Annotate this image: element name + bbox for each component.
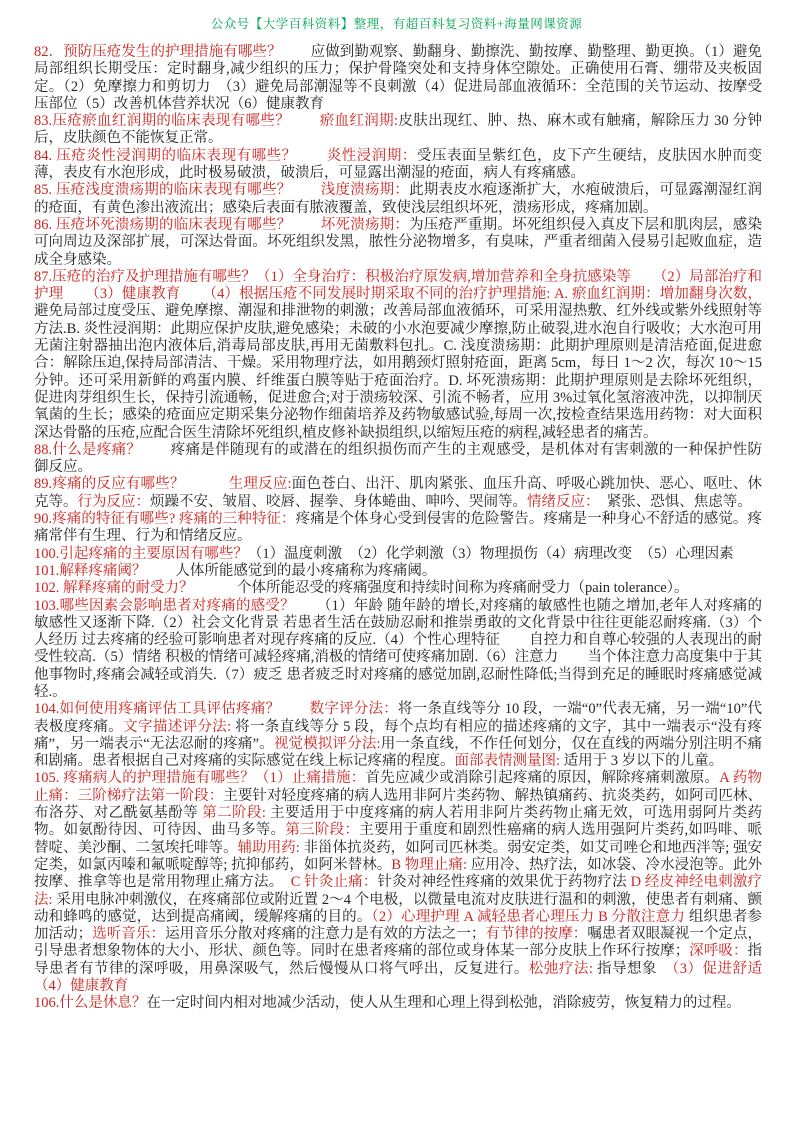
question-text: 103.哪些因素会影响患者对疼痛的感受？ (34, 597, 295, 614)
question-text: 90.疼痛的特征有哪些? 疼痛的三种特征： (34, 511, 296, 528)
qa-item-84 (34, 148, 762, 183)
answer-text: 嘱患者双眼凝视一个定点，引导患者想象物体的大小、形状、颜色等。同时在患者疼痛的部位或身体某一部分皮肤上作环行按摩； (34, 926, 763, 960)
answer-text: 避免局部过度受压、避免摩擦、潮湿和排泄物的刺激；改善局部血液循环，可采用湿热敷、红外线或紫外线照射等方法.B. 炎性浸润期：此期应保护皮肤,避免感染；未破的小水泡要减少摩擦,防止破裂,进水泡自行吸收；大水泡可用无菌注射器抽出泡内液体后,消毒局部皮肤,再用无菌敷料包扎。C. 浅度溃疡期：此期护理原则是清洁疮面,促进愈合：解除压迫,保持局部清洁、干燥。采用物理疗法，如用鹅颈灯照射疮面，距离 5cm，每日 1～2 次，每次 10～15 分钟。还可采用新鲜的鸡蛋内膜、纤维蛋白膜等贴于疮面治疗。D. 坏死溃疡期：此期护理原则是去除坏死组织，促进肉芽组织生长，保持引流通畅，促进愈合;对于溃疡较深、引流不畅者，应用 3%过氧化氢溶液冲洗，以抑制厌氧菌的生长；感染的疮面应定期采集分泌物作细菌培养及药物敏感试验,每周一次,按检查结果选用药物：对大面积深达骨骼的压疮,应配合医生清除坏死组织,植皮修补缺损组织,以缩短压疮的病程,减轻患者的痛苦。 (34, 303, 762, 441)
answer-text: 受压表面呈紫红色，皮下产生硬结，皮肤因水肿而变薄，表皮有水泡形成，此时极易破溃，破溃后，可显露出潮湿的疮面，病人有疼痛感。 (34, 147, 763, 182)
question-text: 106.什么是休息？ (34, 995, 147, 1012)
question-text: 行为反应： (77, 493, 150, 510)
answer-text: 适用于 3 岁以下的儿童。 (560, 753, 724, 770)
answer-text: 紧张、恐惧、焦虑等。 (592, 493, 752, 510)
question-text: 面部表情测量图: (454, 753, 561, 770)
question-text: 松弛疗法: (528, 960, 593, 977)
question-text: 104.如何使用疼痛评估工具评估疼痛？ 数字评分法： (34, 701, 398, 718)
answer-text: 此期表皮水疱逐渐扩大，水疱破溃后，可显露潮湿红润的疮面，有黄色渗出液流出；感染后表面有脓液覆盖，致使浅层组织坏死，溃疡形成，疼痛加剧。 (34, 182, 763, 216)
question-text: 辅助用药: (237, 839, 300, 856)
answer-text: 人体所能感觉到的最小疼痛称为疼痛阈。 (146, 562, 437, 579)
question-text: 有节律的按摩： (485, 926, 588, 943)
qa-item-104 (34, 701, 762, 770)
answer-text: 首先应减少或消除引起疼痛的原因，解除疼痛刺激原。 (365, 770, 720, 787)
question-text: 88.什么是疼痛？ (34, 441, 142, 458)
question-text: 第三阶段： (285, 822, 360, 839)
qa-item-89 (34, 476, 762, 511)
answer-text: （1）年龄 随年龄的增长,对疼痛的敏感性也随之增加,老年人对疼痛的敏感性又逐渐下降.（2）社会文化背景 若患者生活在鼓励忍耐和推崇勇敢的文化背景中往往更能忍耐疼痛.（3）个人经历 过去疼痛的经验可影响患者对现存疼痛的反应.（4）个性心理特征 自控力和自尊心较强的人表现出的耐受性较高.（5）情绪 积极的情绪可减轻疼痛,消极的情绪可使疼痛加剧.（6）注意力 当个体注意力高度集中于其他事物时,疼痛会减轻或消失.（7）疲乏 患者疲乏时对疼痛的感觉加剧,忍耐性降低;当得到充足的睡眠时疼痛感觉减轻.。 (34, 597, 763, 700)
question-text: 100.引起疼痛的主要原因有哪些？ (34, 545, 248, 562)
answer-text: 主要针对轻度疼痛的病人选用非阿片类药物、解热镇痛药、抗炎类药，如阿司匹林、布洛芬、对乙酰氨基酚等 (34, 787, 762, 822)
qa-item-83 (34, 113, 762, 148)
question-text: D 经皮神经电刺激疗法: (34, 874, 763, 908)
question-text: 84. 压疮炎性浸润期的临床表现有哪些？ 炎性浸润期： (34, 147, 417, 164)
answer-text: 非甾体抗炎药，如阿司匹林类。弱安定类，如艾司唑仑和地西泮等; 强安定类，如氯丙嗪和氟哌啶醇等; 抗抑郁药，如阿米替林。 (34, 839, 763, 873)
answer-text: 在一定时间内相对地减少活动，使人从生理和心理上得到松弛，消除疲劳，恢复精力的过程。 (146, 995, 741, 1012)
answer-text: （1）温度刺激 （2）化学刺激（3）物理损伤（4）病理改变 （5）心理因素 (247, 545, 734, 562)
question-text: 文字描述评分法: (123, 718, 232, 735)
qa-item-82 (34, 44, 762, 113)
question-text: 视觉模拟评分法: (273, 735, 381, 752)
question-text: （2）心理护理 A 减轻患者心理压力 B 分散注意力 (371, 908, 686, 925)
qa-list (34, 44, 762, 1013)
question-text: 89.疼痛的反应有哪些？ 生理反应: (34, 476, 292, 493)
question-text: A 药物止痛：三阶梯疗法第一阶段： (34, 770, 763, 804)
answer-text: 疼痛是个体身心受到侵害的危险警告。疼痛是一种身心不舒适的感觉。疼痛常伴有生理、行为和情绪反应。 (34, 511, 763, 545)
answer-text: 将一条直线等分 10 段，一端“0”代表无痛，另一端“10”代表极度疼痛。 (34, 701, 762, 735)
question-text: C 针灸止痛： (290, 874, 378, 891)
answer-text: 主要适用于中度疼痛的病人若用非阿片类药物止痛无效，可选用弱阿片类药物。如氨酚待因、可待因、曲马多等。 (34, 805, 763, 839)
answer-text: 个体所能忍受的疼痛强度和持续时间称为疼痛耐受力（pain tolerance）。 (193, 580, 689, 597)
answer-text: 指导想象 (592, 960, 673, 977)
answer-text: 皮肤出现红、肿、热、麻木或有触痛，解除压力 30 分钟后，皮肤颜色不能恢复正常。 (34, 113, 763, 147)
watermark-header: 公众号【大学百科资料】整理，有超百科复习资料+海量网课资源 (210, 17, 583, 31)
answer-text: 烦躁不安、皱眉、咬唇、握拳、身体蜷曲、呻吟、哭闹等。 (150, 493, 527, 510)
answer-text: 疼痛是伴随现有的或潜在的组织损伤而产生的主观感受，是机体对有害刺激的一种保护性防御反应。 (34, 441, 763, 476)
answer-text: 面色苍白、出汗、肌肉紧张、血压升高、呼吸心跳加快、恶心、呕吐、休克等。 (34, 476, 763, 510)
qa-item-85 (34, 182, 762, 217)
answer-text: 为压疮严重期。坏死组织侵入真皮下层和肌肉层，感染可向周边及深部扩展，可深达骨面。坏死组织发黑，脓性分泌物增多，有臭味，严重者细菌入侵易引起败血症，造成全身感染。 (34, 216, 763, 268)
question-text: 86. 压疮坏死溃疡期的临床表现有哪些？ 坏死溃疡期： (34, 216, 410, 233)
answer-text: 用一条直线，不作任何划分，仅在直线的两端分别注明不痛和剧痛。患者根据自己对疼痛的实际感觉在线上标记疼痛的程度。 (34, 735, 763, 770)
answer-text: 指导患者有节律的深呼吸，用鼻深吸气，然后慢慢从口将气呼出，反复进行。 (34, 943, 763, 977)
qa-item-101 (34, 563, 762, 580)
question-text: 深呼吸： (689, 943, 748, 960)
question-text: B 物理止痛: (391, 856, 468, 873)
question-text: 情绪反应： (527, 493, 593, 510)
question-text: 85. 压疮浅度溃疡期的临床表现有哪些？ 浅度溃疡期： (34, 182, 410, 199)
answer-text: 主要用于重度和剧烈性癌痛的病人选用强阿片类药,如吗啡、哌替啶、美沙酮、二氢埃托啡等。 (34, 822, 763, 856)
question-text: （3）促进舒适（4）健康教育 (34, 960, 763, 995)
qa-item-103 (34, 598, 762, 702)
qa-item-86 (34, 217, 762, 269)
qa-item-87 (34, 269, 762, 442)
answer-text: 应用冷、热疗法，如冰袋、冷水浸泡等。此外按摩、推拿等也是常用物理止痛方法。 (34, 856, 763, 891)
question-text: 82．预防压疮发生的护理措施有哪些？ (34, 44, 282, 60)
qa-item-100 (34, 546, 762, 563)
answer-text: 组织患者参加活动； (34, 908, 763, 943)
qa-item-102 (34, 580, 762, 597)
question-text: 87.压疮的治疗及护理措施有哪些？（1）全身治疗：积极治疗原发病,增加营养和全身抗感染等 （2）局部治疗和护理 （3）健康教育 （4）根据压疮不同发展时期采取不同的治疗护理措施: A. 瘀血红润期：增加翻身次数， (34, 268, 762, 303)
question-text: 83.压疮瘀血红润期的临床表现有哪些？ 瘀血红润期: (34, 113, 399, 130)
qa-item-88 (34, 442, 762, 477)
qa-item-105 (34, 770, 762, 995)
answer-text: 将一条直线等分 5 段，每个点均有相应的描述疼痛的文字，其中一端表示“没有疼痛”，另一端表示“无法忍耐的疼痛”。 (34, 718, 763, 752)
answer-text: 针灸对神经性疼痛的效果优于药物疗法 (377, 874, 631, 891)
question-text: 第二阶段: (202, 805, 266, 822)
question-text: 101.解释疼痛阈？ (34, 562, 147, 579)
answer-text: 应做到勤观察、勤翻身、勤擦洗、勤按摩、勤整理、勤更换。（1）避免局部组织长期受压：定时翻身,减少组织的压力；保护骨隆突处和支持身体空隙处。正确使用石膏、绷带及夹板固定。（2）免摩擦力和剪切力 （3）避免局部潮湿等不良刺激（4）促进局部血液循环：全范围的关节运动、按摩受压部位（5）改善机体营养状况（6）健康教育 (34, 44, 763, 112)
qa-item-106 (34, 995, 762, 1012)
qa-item-90 (34, 511, 762, 546)
question-text: 105. 疼痛病人的护理措施有哪些？（1）止痛措施： (34, 770, 366, 787)
question-text: 选听音乐： (92, 926, 166, 943)
question-text: 102. 解释疼痛的耐受力？ (34, 580, 194, 597)
answer-text: 运用音乐分散对疼痛的注意力是有效的方法之一； (165, 926, 486, 943)
answer-text: 采用电脉冲刺激仪，在疼痛部位或附近置 2～4 个电极，以微量电流对皮肤进行温和的刺激，使患者有刺痛、颤动和蜂鸣的感觉，达到提高痛阈，缓解疼痛的目的。 (34, 891, 763, 925)
